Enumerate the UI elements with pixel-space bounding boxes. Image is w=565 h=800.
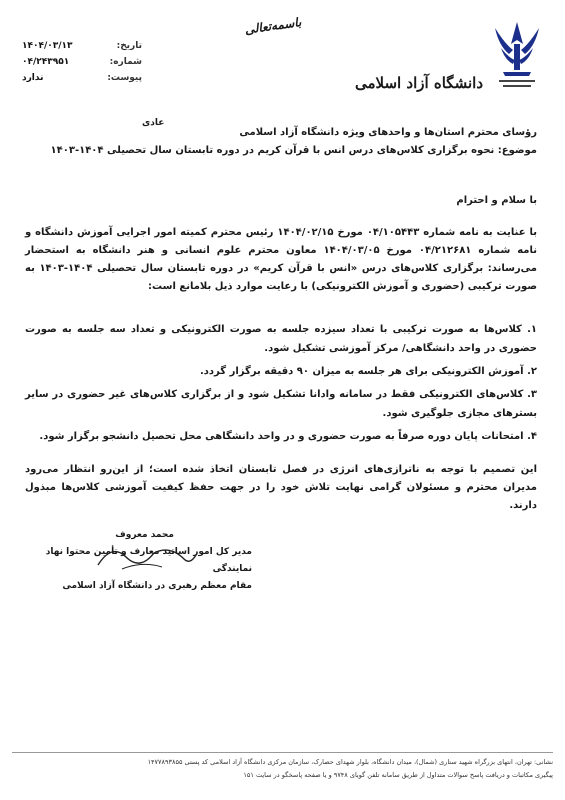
closing-paragraph: این تصمیم با توجه به ناترازی‌های انرژی در فصل تابستان اتخاذ شده است؛ از این‌رو انتظار می‌رود مدیران محترم و مسئولان گرامی نهایت تلاش خود را در جهت حفظ کیفیت آموزشی کلاس‌ها مبذول دارند.	[25, 464, 537, 511]
date-value: ۱۴۰۴/۰۳/۱۳	[22, 41, 73, 51]
list-item: ۴. امتحانات پایان دوره صرفاً به صورت حضوری و در واحد دانشگاهی محل تحصیل دانشجو برگزار شود.	[39, 431, 537, 442]
signatory-name: محمد معروف	[115, 530, 174, 540]
signatory-title-line1: مدیر کل امور اساتید معارف و تأمین محتوا نهاد نمایندگی	[45, 547, 252, 574]
list-item: ۲. آموزش الکترونیکی برای هر جلسه به میزان ۹۰ دقیقه برگزار گردد.	[199, 366, 537, 377]
signature-scribble-icon	[92, 535, 202, 575]
signature-block	[32, 527, 252, 595]
footer-contact: پیگیری مکاتبات و دریافت پاسخ سوالات متداول از طریق سامانه تلفن گویای ۹۷۴۸ و یا صفحه پاسخگو در سایت ۱۵۱	[243, 771, 553, 779]
date-label: تاریخ:	[116, 41, 142, 51]
basmala: باسمه‌تعالی	[243, 15, 303, 37]
attachment-value: ندارد	[22, 73, 44, 83]
conditions-list	[25, 320, 537, 450]
attachment-label: پیوست:	[107, 73, 142, 83]
number-row	[22, 54, 142, 70]
date-row	[22, 38, 142, 54]
signatory-title-line2: مقام معظم رهبری در دانشگاه آزاد اسلامی	[62, 581, 252, 591]
subject-line: موضوع: نحوه برگزاری کلاس‌های درس انس با قرآن کریم در دوره تابستان سال تحصیلی ۱۴۰۴-۱۴۰۳	[50, 145, 537, 156]
addressee: رؤسای محترم استان‌ها و واحدهای ویژه دانشگاه آزاد اسلامی	[239, 127, 537, 138]
university-name: دانشگاه آزاد اسلامی	[354, 74, 483, 92]
number-label: شماره:	[109, 57, 142, 67]
footer-address: نشانی: تهران، انتهای بزرگراه شهید ستاری (شمال)، میدان دانشگاه، بلوار شهدای حصارک، سازمان مرکزی دانشگاه آزاد اسلامی کد پستی ۱۴۷۷۸۹۳۸۵۵	[147, 758, 553, 766]
list-item: ۳. کلاس‌های الکترونیکی فقط در سامانه وادانا تشکیل شود و از برگزاری کلاس‌های غیر حضوری در سایر بسترهای مجازی جلوگیری شود.	[25, 389, 537, 419]
university-logo-icon	[487, 14, 547, 94]
greeting: با سلام و احترام	[456, 195, 537, 206]
number-value: ۰۴/۲۴۳۹۵۱	[22, 57, 70, 67]
attachment-row	[22, 70, 142, 86]
priority-label: عادی	[142, 118, 165, 128]
list-item: ۱. کلاس‌ها به صورت ترکیبی با تعداد سیزده جلسه به صورت الکترونیکی و تعداد سه جلسه به صورت حضوری در واحد دانشگاهی/ مرکز آموزشی تشکیل شود.	[25, 324, 537, 354]
footer-divider	[12, 752, 553, 753]
intro-paragraph: با عنایت به نامه شماره ۰۴/۱۰۵۴۴۳ مورخ ۱۴۰۴/۰۲/۱۵ رئیس محترم کمیته امور اجرایی آموزش دانشگاه و نامه شماره ۰۴/۲۱۲۶۸۱ مورخ ۱۴۰۴/۰۳/۰۵ معاون محترم علوم انسانی و هنر دانشگاه به استحضار می‌رساند: برگزاری کلاس‌های درس «انس با قرآن کریم» در دوره تابستان سال تحصیلی ۱۴۰۴-۱۴۰۳ به صورت ترکیبی (حضوری و آموزش الکترونیکی) با رعایت موارد ذیل بلامانع است:	[25, 227, 538, 292]
letter-meta	[22, 38, 142, 86]
